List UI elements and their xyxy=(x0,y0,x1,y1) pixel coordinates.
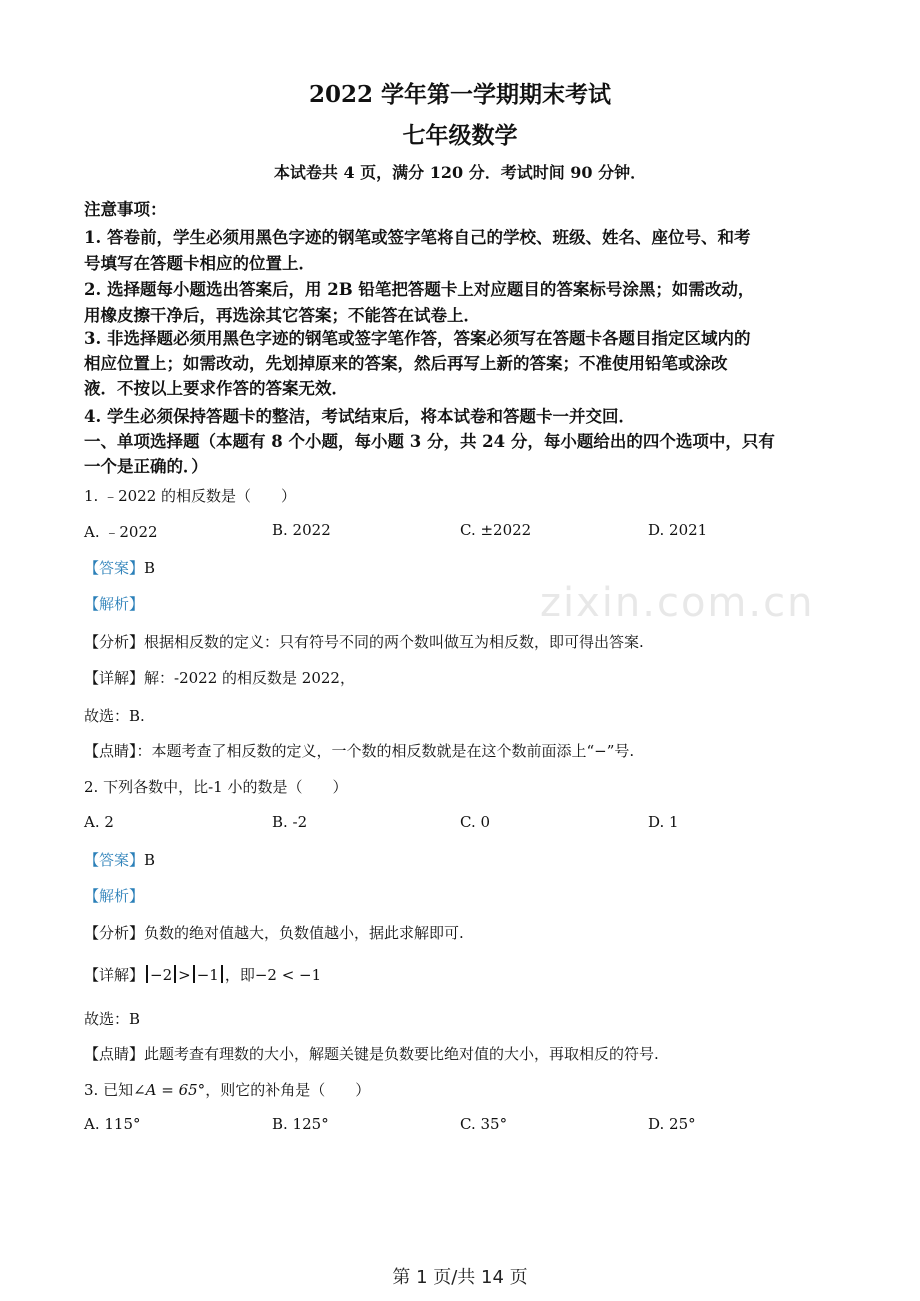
stem-post: ，则它的补角是（ ） xyxy=(205,1081,371,1099)
xiangjie-tag: 【详解】 xyxy=(84,966,145,984)
answer-tag: 【答案】 xyxy=(84,851,145,869)
notice-line: 液．不按以上要求作答的答案无效． xyxy=(84,379,348,398)
option-d: D. 25° xyxy=(648,1115,696,1133)
answer-value: B xyxy=(144,559,156,577)
dianjing-line xyxy=(84,740,634,761)
abs-bar xyxy=(221,965,223,983)
notice-line: 相应位置上；如需改动，先划掉原来的答案，然后再写上新的答案；不准使用铅笔或涂改 xyxy=(84,354,728,373)
option-a: A. 115° xyxy=(84,1115,141,1133)
option-c: C. 0 xyxy=(460,813,491,831)
option-d: D. 1 xyxy=(648,813,679,831)
option-b: B. 2022 xyxy=(272,521,331,539)
abs-bar xyxy=(146,965,148,983)
fenxi-text: 根据相反数的定义：只有符号不同的两个数叫做互为相反数，即可得出答案. xyxy=(144,633,644,651)
option-a: A. ﹣2022 xyxy=(84,523,158,541)
xiangjie-line xyxy=(84,964,321,985)
question-stem: 1. ﹣2022 的相反数是（ ） xyxy=(84,487,297,505)
analysis-tag: 【解析】 xyxy=(84,595,145,613)
dianjing-tag: 【点睛】 xyxy=(84,742,137,760)
notice-line: 用橡皮擦干净后，再选涂其它答案；不能答在试卷上． xyxy=(84,306,480,325)
notice-line: 1. 答卷前，学生必须用黑色字迹的钢笔或签字笔将自己的学校、班级、姓名、座位号、和考 xyxy=(84,228,751,247)
option-d: D. 2021 xyxy=(648,521,708,539)
answer-tag: 【答案】 xyxy=(84,559,145,577)
notice-heading: 注意事项： xyxy=(84,200,167,219)
notice-line: 4. 学生必须保持答题卡的整洁，考试结束后，将本试卷和答题卡一并交回． xyxy=(84,407,635,426)
xiangjie-tag: 【详解】 xyxy=(84,669,145,687)
notice-line: 2. 选择题每小题选出答案后，用 2B 铅笔把答题卡上对应题目的答案标号涂黑；如需改动， xyxy=(84,280,755,299)
guxuan-line: 故选：B. xyxy=(84,707,145,725)
answer-line xyxy=(84,849,155,870)
option-c: C. 35° xyxy=(460,1115,508,1133)
question-stem xyxy=(84,1079,370,1100)
dianjing-tag: 【点睛】 xyxy=(84,1045,145,1063)
fenxi-line xyxy=(84,631,644,652)
notice-line: 3. 非选择题必须用黑色字迹的钢笔或签字笔作答，答案必须写在答题卡各题目指定区域内的 xyxy=(84,329,751,348)
page-footer: 第 1 页/共 14 页 xyxy=(392,1267,528,1288)
exam-title: 2022 学年第一学期期末考试 xyxy=(308,81,612,108)
option-a: A. 2 xyxy=(84,813,114,831)
exam-subject: 七年级数学 xyxy=(402,122,518,149)
guxuan-line: 故选：B xyxy=(84,1010,141,1028)
greater-than: > xyxy=(178,966,191,984)
fenxi-tag: 【分析】 xyxy=(84,633,145,651)
dianjing-text: ：本题考查了相反数的定义，一个数的相反数就是在这个数前面添上“−”号. xyxy=(136,742,635,760)
question-stem: 2. 下列各数中，比-1 小的数是（ ） xyxy=(84,778,348,796)
exam-info: 本试卷共 4 页，满分 120 分．考试时间 90 分钟． xyxy=(273,163,647,182)
abs-value-b: −1 xyxy=(196,966,219,984)
abs-bar xyxy=(174,965,176,983)
abs-value-a: −2 xyxy=(150,966,173,984)
angle-expression: ∠A = 65° xyxy=(133,1081,206,1099)
abs-bar xyxy=(193,965,195,983)
notice-line: 号填写在答题卡相应的位置上． xyxy=(84,254,315,273)
dianjing-line xyxy=(84,1043,659,1064)
analysis-tag: 【解析】 xyxy=(84,887,145,905)
option-b: B. 125° xyxy=(272,1115,329,1133)
fenxi-tag: 【分析】 xyxy=(84,924,145,942)
fenxi-text: 负数的绝对值越大，负数值越小，据此求解即可. xyxy=(144,924,464,942)
xiangjie-tail: ，即−2 < −1 xyxy=(224,966,322,984)
section-heading: 一个是正确的．） xyxy=(84,457,208,476)
answer-line xyxy=(84,557,155,578)
option-c: C. ±2022 xyxy=(460,521,532,539)
fenxi-line xyxy=(84,922,464,943)
xiangjie-text: 解：-2022 的相反数是 2022， xyxy=(144,669,355,687)
xiangjie-line xyxy=(84,667,355,688)
section-heading: 一、单项选择题（本题有 8 个小题，每小题 3 分，共 24 分，每小题给出的四个选项中，只有 xyxy=(84,432,775,451)
dianjing-text: 此题考查有理数的大小，解题关键是负数要比绝对值的大小，再取相反的符号. xyxy=(144,1045,659,1063)
stem-pre: 3. 已知 xyxy=(84,1081,134,1099)
watermark: zixin.com.cn xyxy=(540,580,815,626)
option-b: B. -2 xyxy=(272,813,308,831)
answer-value: B xyxy=(144,851,156,869)
